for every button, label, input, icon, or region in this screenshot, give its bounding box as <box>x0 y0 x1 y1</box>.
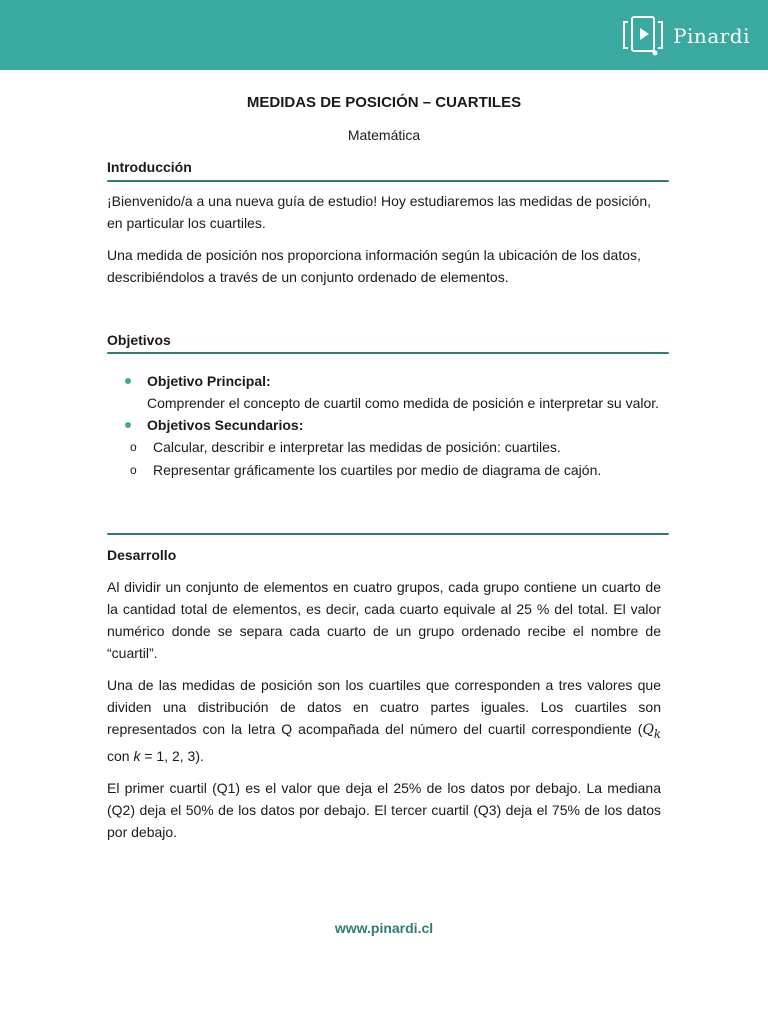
secondary-objective-text: Representar gráficamente los cuartiles por medio de diagrama de cajón. <box>153 462 602 478</box>
brand-name: Pinardi <box>673 24 750 48</box>
bullet-dot-icon <box>125 378 131 384</box>
intro-paragraph-1: ¡Bienvenido/a a una nueva guía de estudio! Hoy estudiaremos las medidas de posición, en particular los cuartiles. <box>107 193 652 231</box>
objective-secondary <box>107 414 661 436</box>
list-item <box>107 459 661 482</box>
footer-website-link[interactable]: www.pinardi.cl <box>334 920 434 936</box>
objective-secondary-title: Objetivos Secundarios: <box>147 417 304 433</box>
quartile-symbol: $Q_k$ <box>642 722 661 741</box>
development-paragraph-1: Al dividir un conjunto de elementos en cuatro grupos, cada grupo contiene un cuarto de la cantidad total de elementos, es decir, cada cuarto equivale al 25 % del total. El valor numérico donde se separa cada cuarto de un grupo ordenado recibe el nombre de “cuartil”. <box>107 579 661 661</box>
document-title: MEDIDAS DE POSICIÓN – CUARTILES <box>246 94 522 111</box>
brand-logo[interactable] <box>619 14 750 58</box>
circle-bullet-icon: o <box>130 440 137 454</box>
intro-paragraph-2: Una medida de posición nos proporciona información según la ubicación de los datos, describiéndolos a través de un conjunto ordenado de elementos. <box>107 247 641 285</box>
section-heading-desarrollo: Desarrollo <box>107 547 177 563</box>
secondary-objective-text: Calcular, describir e interpretar las medidas de posición: cuartiles. <box>153 439 561 455</box>
section-heading-introduccion: Introducción <box>107 159 192 175</box>
development-paragraph-3: El primer cuartil (Q1) es el valor que deja el 25% de los datos por debajo. La mediana (Q2) deja el 50% de los datos por debajo. El tercer cuartil (Q3) deja el 75% de los datos por debajo. <box>107 779 661 840</box>
header-bar <box>0 0 768 70</box>
tablet-play-icon <box>619 14 667 58</box>
objective-main <box>107 370 661 414</box>
document-subtitle: Matemática <box>347 127 421 143</box>
bullet-dot-icon <box>125 422 131 428</box>
list-item <box>107 436 661 459</box>
secondary-objectives-list <box>107 436 661 482</box>
section-heading-objetivos: Objetivos <box>107 332 171 348</box>
document-body <box>107 92 661 843</box>
development-paragraph-2: Una de las medidas de posición son los cuartiles que corresponden a tres valores que dividen una distribución de datos en cuatro partes iguales. Los cuartiles son representados con la letra Q acompañada del número del cuartil correspondiente ($Q_k$ con k = 1, 2, 3). <box>107 677 661 764</box>
objective-main-title: Objetivo Principal: <box>147 373 271 389</box>
objectives-list <box>107 370 661 436</box>
objective-main-text: Comprender el concepto de cuartil como medida de posición e interpretar su valor. <box>147 395 660 411</box>
circle-bullet-icon: o <box>130 463 137 477</box>
